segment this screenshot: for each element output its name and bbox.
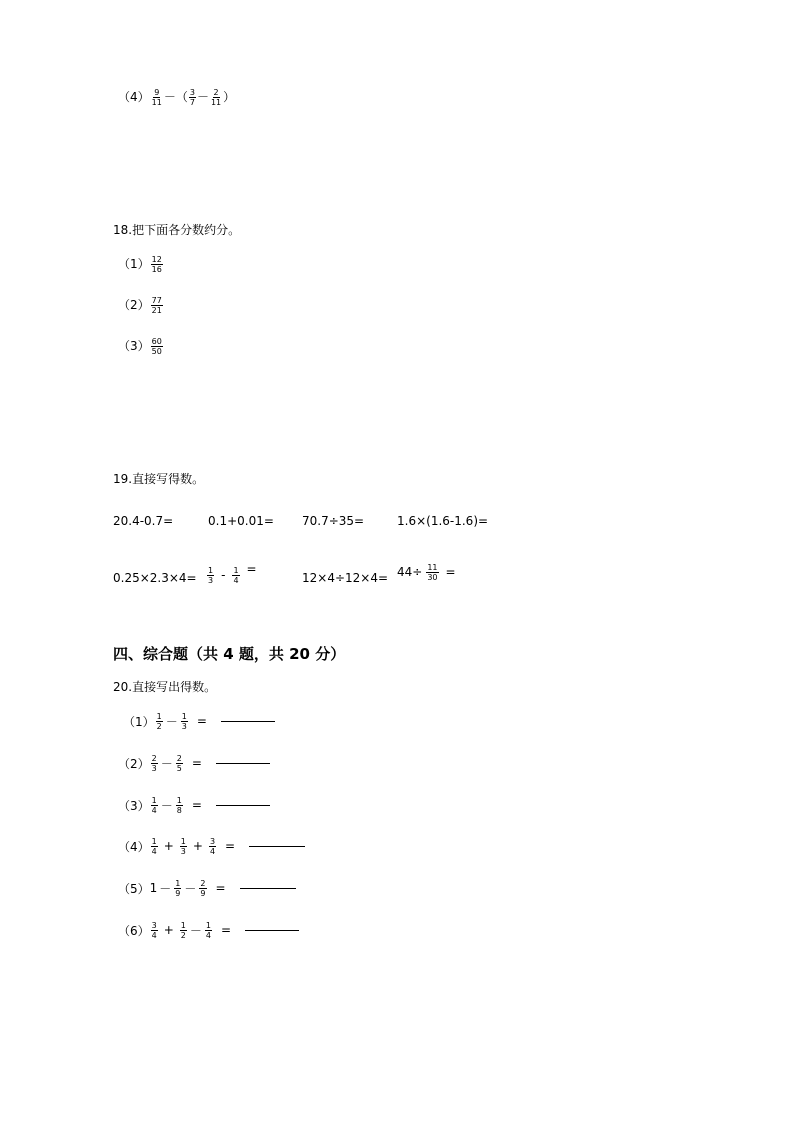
item-label: （1）	[123, 714, 155, 729]
fraction: $\frac{11}{30}$	[427, 563, 438, 582]
operator: -	[221, 568, 226, 582]
q18-item-1	[118, 255, 164, 274]
item-label: （4）	[118, 839, 150, 854]
equals-sign: =	[191, 798, 202, 812]
operator: +	[163, 923, 174, 937]
fraction: $\frac{1}{2}$	[156, 711, 162, 731]
q19-r2c4	[397, 563, 456, 582]
fraction: $\frac{77}{21}$	[151, 296, 162, 315]
fraction: $\frac{60}{50}$	[151, 337, 162, 356]
equals-sign: =	[196, 714, 207, 728]
fraction: $\frac{1}{3}$	[180, 836, 186, 856]
whole-number: 1	[149, 881, 158, 895]
q20-item-4	[118, 833, 305, 859]
equals-sign: =	[215, 881, 226, 895]
equals-sign: =	[445, 565, 456, 579]
fraction: $\frac{1}{2}$	[180, 920, 186, 940]
item-label: （3）	[118, 798, 150, 813]
item-label: （3）	[118, 339, 150, 353]
operator: +	[192, 839, 203, 853]
operator: －	[160, 798, 173, 813]
q20-item-2	[118, 750, 270, 776]
item-label: （4）	[118, 90, 150, 104]
q19-r2c2	[206, 561, 257, 585]
fraction: $\frac{1}{4}$	[205, 920, 211, 940]
answer-blank[interactable]	[221, 720, 275, 722]
equals-sign: =	[221, 923, 232, 937]
fraction: $\frac{12}{16}$	[151, 255, 162, 274]
q18-item-2	[118, 296, 164, 315]
operator: －	[165, 714, 178, 729]
q19-r2c1: 0.25×2.3×4=	[113, 571, 197, 585]
operator: －	[196, 90, 209, 104]
q19-r1c3: 70.7÷35=	[302, 514, 365, 528]
fraction: $\frac{2}{9}$	[200, 878, 206, 898]
operator: －	[159, 881, 172, 896]
paren: （	[175, 90, 188, 104]
answer-blank[interactable]	[249, 845, 305, 847]
q20-item-3	[118, 792, 270, 818]
fraction: $\frac{1}{4}$	[151, 795, 157, 815]
item-label: （6）	[118, 923, 150, 938]
answer-blank[interactable]	[240, 887, 296, 889]
item-label: （2）	[118, 756, 150, 771]
fraction: $\frac{3}{4}$	[209, 836, 216, 856]
q19-r2c3: 12×4÷12×4=	[302, 571, 389, 585]
equals-sign: =	[246, 562, 257, 576]
item-label: （1）	[118, 257, 150, 271]
q19-r1c1: 20.4-0.7=	[113, 514, 174, 528]
q19-title: 19.直接写得数。	[113, 472, 205, 486]
operator: －	[184, 881, 197, 896]
equals-sign: =	[191, 756, 202, 770]
paren: ）	[223, 90, 236, 104]
fraction: $\frac{1}{4}$	[151, 836, 157, 856]
fraction: $\frac{9}{11}$	[151, 88, 162, 107]
q19-r1c2: 0.1+0.01=	[208, 514, 274, 528]
fraction: $\frac{2}{3}$	[151, 753, 157, 773]
fraction: $\frac{2}{5}$	[176, 753, 182, 773]
item-label: （2）	[118, 298, 150, 312]
q18-title: 18.把下面各分数约分。	[113, 223, 241, 237]
operator: －	[189, 923, 202, 938]
q17-part4	[118, 88, 235, 107]
q20-title: 20.直接写出得数。	[113, 680, 217, 694]
q20-item-6	[118, 917, 299, 943]
fraction: $\frac{1}{4}$	[233, 566, 239, 585]
equals-sign: =	[225, 839, 236, 853]
q19-r1c4: 1.6×(1.6-1.6)=	[397, 514, 489, 528]
fraction: $\frac{1}{3}$	[208, 566, 214, 585]
q18-item-3	[118, 337, 164, 356]
fraction: $\frac{1}{8}$	[176, 795, 182, 815]
fraction: $\frac{3}{4}$	[151, 920, 157, 940]
expression-prefix: 44÷	[397, 565, 423, 579]
section-heading: 四、综合题（共 4 题，共 20 分）	[113, 645, 346, 663]
fraction: $\frac{1}{3}$	[181, 711, 187, 731]
operator: －	[160, 756, 173, 771]
answer-blank[interactable]	[216, 762, 270, 764]
fraction: $\frac{1}{9}$	[175, 878, 181, 898]
q20-item-5	[118, 875, 296, 901]
answer-blank[interactable]	[216, 804, 270, 806]
operator: +	[163, 839, 174, 853]
fraction: $\frac{3}{7}$	[189, 88, 195, 107]
item-label: （5）	[118, 881, 150, 896]
q20-item-1	[118, 708, 275, 734]
operator: －	[163, 90, 176, 104]
answer-blank[interactable]	[245, 929, 299, 931]
fraction: $\frac{2}{11}$	[210, 88, 222, 107]
